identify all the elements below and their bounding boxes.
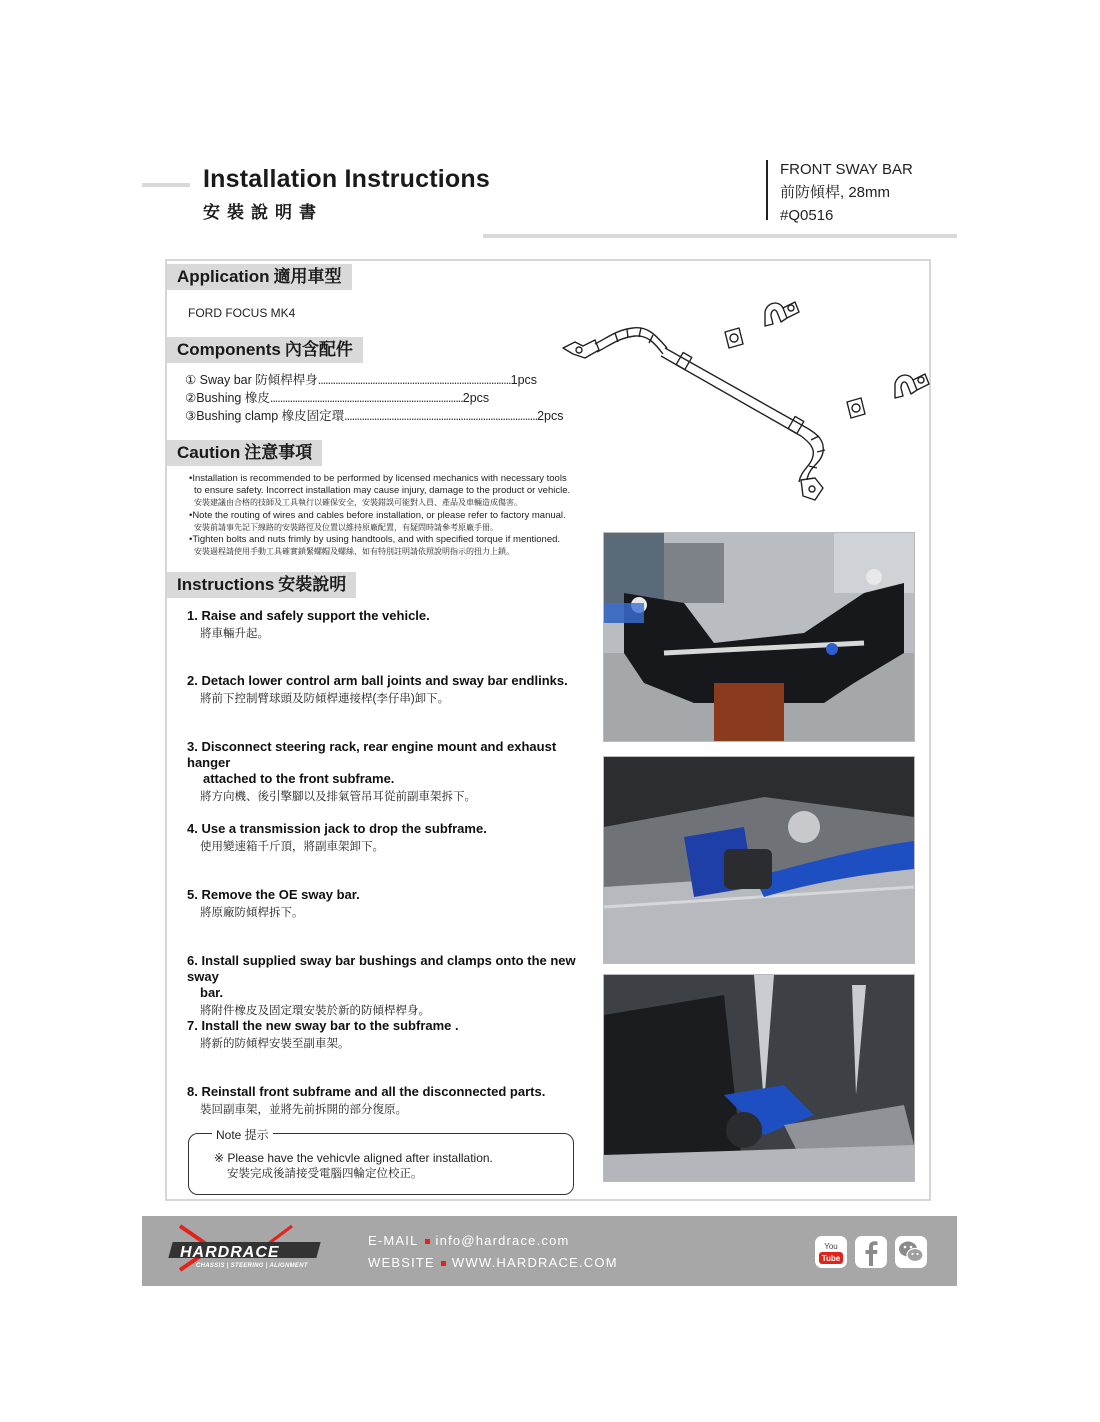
youtube-text-top: You <box>824 1242 838 1251</box>
instruction-step <box>187 821 597 854</box>
component-qty: 2pcs <box>537 409 564 423</box>
caution-item <box>189 510 599 534</box>
facebook-glyph <box>855 1236 887 1268</box>
application-vehicle: FORD FOCUS MK4 <box>188 306 296 320</box>
instructions-heading-en: Instructions <box>177 575 275 594</box>
note-title: Note 提示 <box>212 1126 273 1143</box>
component-qty: 1pcs <box>510 373 538 387</box>
bushing-clamp-part <box>895 375 917 398</box>
bushing-clamp-part <box>765 303 787 326</box>
step-text: 3. Disconnect steering rack, rear engine mount and exhaust hanger <box>187 739 557 770</box>
step-text: 4. Use a transmission jack to drop the subframe. <box>187 821 487 836</box>
photo-illustration <box>604 975 914 1181</box>
note-text-zh: 安裝完成後請接受電腦四輪定位校正。 <box>227 1168 423 1180</box>
instruction-step <box>187 608 597 641</box>
left-end-bracket <box>563 340 599 358</box>
footer-email <box>368 1233 570 1248</box>
bullet-square <box>441 1261 446 1266</box>
step-text-zh: 將新的防傾桿安裝至副車架。 <box>200 1038 350 1050</box>
step-text: 2. Detach lower control arm ball joints and sway bar endlinks. <box>187 673 568 688</box>
wechat-icon[interactable] <box>895 1236 927 1268</box>
step-text-zh: 裝回副車架，並將先前拆開的部分復原。 <box>200 1104 407 1116</box>
step-text-zh: 將方向機、後引擎腳以及排氣管吊耳從前副車架拆下。 <box>200 791 476 803</box>
wechat-glyph <box>895 1236 927 1268</box>
application-heading-en: Application <box>177 267 270 286</box>
bar-straight <box>665 348 807 428</box>
application-heading-zh: 適用車型 <box>273 267 342 287</box>
bushing-part <box>725 328 743 348</box>
component-label: ②Bushing 橡皮 <box>185 391 270 405</box>
footer-website <box>368 1255 618 1270</box>
instruction-step <box>187 673 597 706</box>
product-name: FRONT SWAY BAR <box>780 161 913 178</box>
component-label: ① Sway bar 防傾桿桿身 <box>185 373 318 387</box>
caution-text-zh: 安裝過程請使用手動工具確實鎖緊螺帽及螺絲，如有特別註明請依照說明指示的扭力上鎖。 <box>194 547 514 557</box>
caution-item <box>189 473 599 510</box>
step-text-zh: 將前下控制臂球頭及防傾桿連接桿(李仔串)卸下。 <box>200 693 450 705</box>
caution-item <box>189 534 599 558</box>
website-label: WEBSITE <box>368 1255 435 1270</box>
email-address[interactable]: info@hardrace.com <box>435 1233 570 1248</box>
header-rule <box>483 234 957 238</box>
instruction-step <box>187 1084 597 1117</box>
page-title: Installation Instructions <box>203 165 490 193</box>
photo-illustration <box>604 757 914 963</box>
components-heading-zh: 內含配件 <box>284 340 353 360</box>
leader-dots: .............................................................................. <box>269 391 463 405</box>
step-text-zh: 使用變速箱千斤頂，將副車架卸下。 <box>200 841 384 853</box>
instruction-step <box>187 739 597 804</box>
header-divider <box>766 160 768 220</box>
component-item <box>185 389 490 407</box>
step-text: 5. Remove the OE sway bar. <box>187 887 360 902</box>
instruction-step <box>187 953 597 1018</box>
youtube-text-bottom: Tube <box>821 1254 841 1263</box>
leader-dots: .............................................................................. <box>317 373 511 387</box>
photo-subframe-on-stand <box>603 532 915 742</box>
component-qty: 2pcs <box>462 391 490 405</box>
caution-text-zh: 安裝建議由合格的技師及工具執行以確保安全，安裝錯誤可能對人員、產品及車輛造成傷害。 <box>194 498 522 508</box>
step-text-zh: 將原廠防傾桿拆下。 <box>200 907 304 919</box>
component-item <box>185 407 564 425</box>
component-item <box>185 371 538 389</box>
caution-heading-zh: 注意事項 <box>244 443 313 463</box>
page-title-chinese: 安裝說明書 <box>203 203 323 223</box>
youtube-icon[interactable] <box>815 1236 847 1268</box>
component-label: ③Bushing clamp 橡皮固定環 <box>185 409 345 423</box>
brand-tagline: CHASSIS | STEERING | ALIGNMENT <box>196 1263 308 1269</box>
photo-installed-bushing <box>603 756 915 964</box>
email-label: E-MAIL <box>368 1233 419 1248</box>
components-heading <box>167 337 363 363</box>
caution-text-zh: 安裝前請事先記下線路的安裝路徑及位置以維持原廠配置，有疑問時請參考原廠手冊。 <box>194 522 498 532</box>
right-end-bracket <box>801 478 823 500</box>
step-text-zh: 將車輛升起。 <box>200 628 269 640</box>
step-text: attached to the front subframe. <box>203 771 395 786</box>
photo-reinstalled-subframe <box>603 974 915 1182</box>
components-heading-en: Components <box>177 340 281 359</box>
step-text: 7. Install the new sway bar to the subframe . <box>187 1018 459 1033</box>
caution-text: to ensure safety. Incorrect installation may cause injury, damage to the product or vehicle. <box>194 485 571 497</box>
website-url[interactable]: WWW.HARDRACE.COM <box>451 1255 618 1270</box>
photo-illustration <box>604 533 914 741</box>
step-text: 1. Raise and safely support the vehicle. <box>187 608 430 623</box>
caution-list <box>189 473 599 558</box>
facebook-icon[interactable] <box>855 1236 887 1268</box>
youtube-glyph <box>815 1236 847 1268</box>
caution-text: •Tighten bolts and nuts frimly by using handtools, and with specified torque if mentioned. <box>189 534 561 546</box>
instruction-step <box>187 1018 597 1051</box>
product-info <box>780 158 913 227</box>
step-text-zh: 將附件橡皮及固定環安裝於新的防傾桿桿身。 <box>200 1005 430 1017</box>
product-code: #Q0516 <box>780 207 834 224</box>
sway-bar-parts-diagram <box>555 290 930 515</box>
bullet-square <box>425 1239 430 1244</box>
step-text: 6. Install supplied sway bar bushings and clamps onto the new sway <box>187 953 576 984</box>
caution-heading <box>167 440 322 466</box>
caution-text: •Note the routing of wires and cables before installation, or please refer to factory manual. <box>189 509 566 521</box>
step-text: 8. Reinstall front subframe and all the disconnected parts. <box>187 1084 546 1099</box>
brand-name: HARDRACE <box>180 1244 280 1261</box>
instructions-heading-zh: 安裝說明 <box>278 575 347 595</box>
caution-heading-en: Caution <box>177 443 241 462</box>
bushing-part <box>847 398 865 418</box>
bar-right-bend <box>807 428 823 480</box>
note-content <box>214 1150 493 1182</box>
caution-text: •Installation is recommended to be performed by licensed mechanics with necessary tools <box>189 473 567 484</box>
components-list <box>185 371 564 425</box>
note-text: ※ Please have the vehicvle aligned after installation. <box>214 1151 493 1165</box>
header-accent-line <box>142 183 190 187</box>
leader-dots: .............................................................................. <box>344 409 538 423</box>
step-text: bar. <box>200 985 224 1000</box>
instruction-step <box>187 887 597 920</box>
application-heading <box>167 264 352 290</box>
product-name-chinese: 前防傾桿, 28mm <box>780 184 891 201</box>
instructions-heading <box>167 572 356 598</box>
